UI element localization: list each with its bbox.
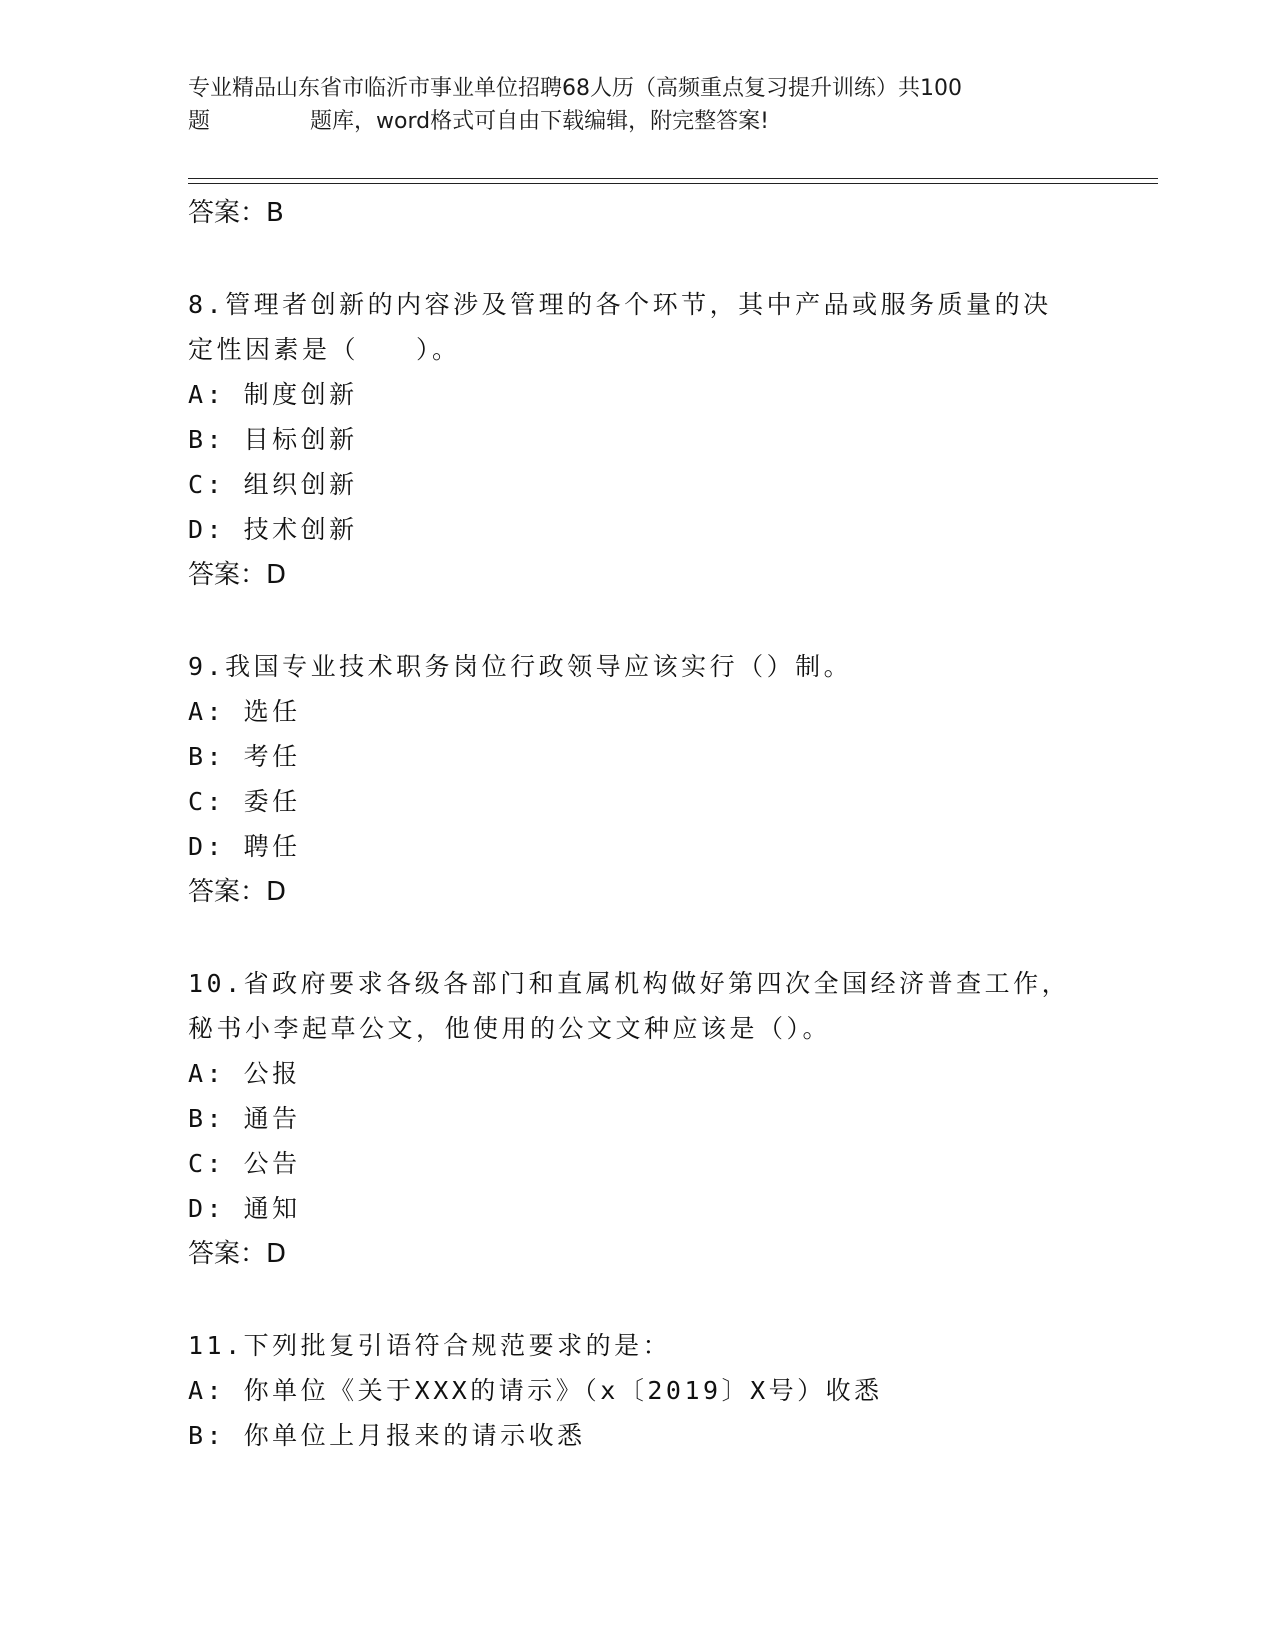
- question-list: [188, 190, 1148, 1458]
- option-d: D: 聘任: [188, 832, 301, 861]
- question-stem-line: 11.下列批复引语符合规范要求的是：: [188, 1331, 672, 1360]
- question-stem: [188, 1323, 1148, 1368]
- header-title-line-1: 专业精品山东省市临沂市事业单位招聘68人历（高频重点复习提升训练）共100: [188, 76, 962, 101]
- header-title-fragment: 题: [188, 109, 211, 134]
- option-a: A: 你单位《关于XXX的请示》（x〔2019〕X号）收悉: [188, 1376, 883, 1405]
- option-b: B: 通告: [188, 1104, 301, 1133]
- answer-line: 答案：D: [188, 560, 287, 590]
- option-a: A: 选任: [188, 697, 301, 726]
- header-title-continuation: 题库，word格式可自由下载编辑，附完整答案!: [310, 109, 769, 134]
- option-d: D: 通知: [188, 1194, 301, 1223]
- page-header: [188, 72, 1068, 138]
- option-c: C: 公告: [188, 1149, 301, 1178]
- question-stem-line: 9.我国专业技术职务岗位行政领导应该实行（）制。: [188, 652, 853, 681]
- option-c: C: 委任: [188, 787, 301, 816]
- option-a: A: 公报: [188, 1059, 301, 1088]
- answer-line: 答案：D: [188, 877, 287, 907]
- question-stem: [188, 644, 1148, 689]
- question-stem: [188, 961, 1148, 1051]
- header-divider-bottom: [188, 183, 1158, 184]
- option-b: B: 考任: [188, 742, 301, 771]
- header-divider-top: [188, 178, 1158, 179]
- option-c: C: 组织创新: [188, 470, 358, 499]
- question-stem-line: 定性因素是（ ）。: [188, 335, 461, 364]
- question-stem: [188, 282, 1148, 372]
- question-stem-line: 10.省政府要求各级各部门和直属机构做好第四次全国经济普查工作，: [188, 969, 1071, 998]
- option-b: B: 目标创新: [188, 425, 358, 454]
- question-stem-line: 秘书小李起草公文，他使用的公文文种应该是（）。: [188, 1014, 832, 1043]
- option-a: A: 制度创新: [188, 380, 358, 409]
- option-d: D: 技术创新: [188, 515, 358, 544]
- header-title-line-2: [188, 105, 1068, 138]
- answer-line: 答案：B: [188, 198, 284, 228]
- option-b: B: 你单位上月报来的请示收悉: [188, 1421, 586, 1450]
- answer-line: 答案：D: [188, 1239, 287, 1269]
- question-stem-line: 8.管理者创新的内容涉及管理的各个环节，其中产品或服务质量的决: [188, 290, 1052, 319]
